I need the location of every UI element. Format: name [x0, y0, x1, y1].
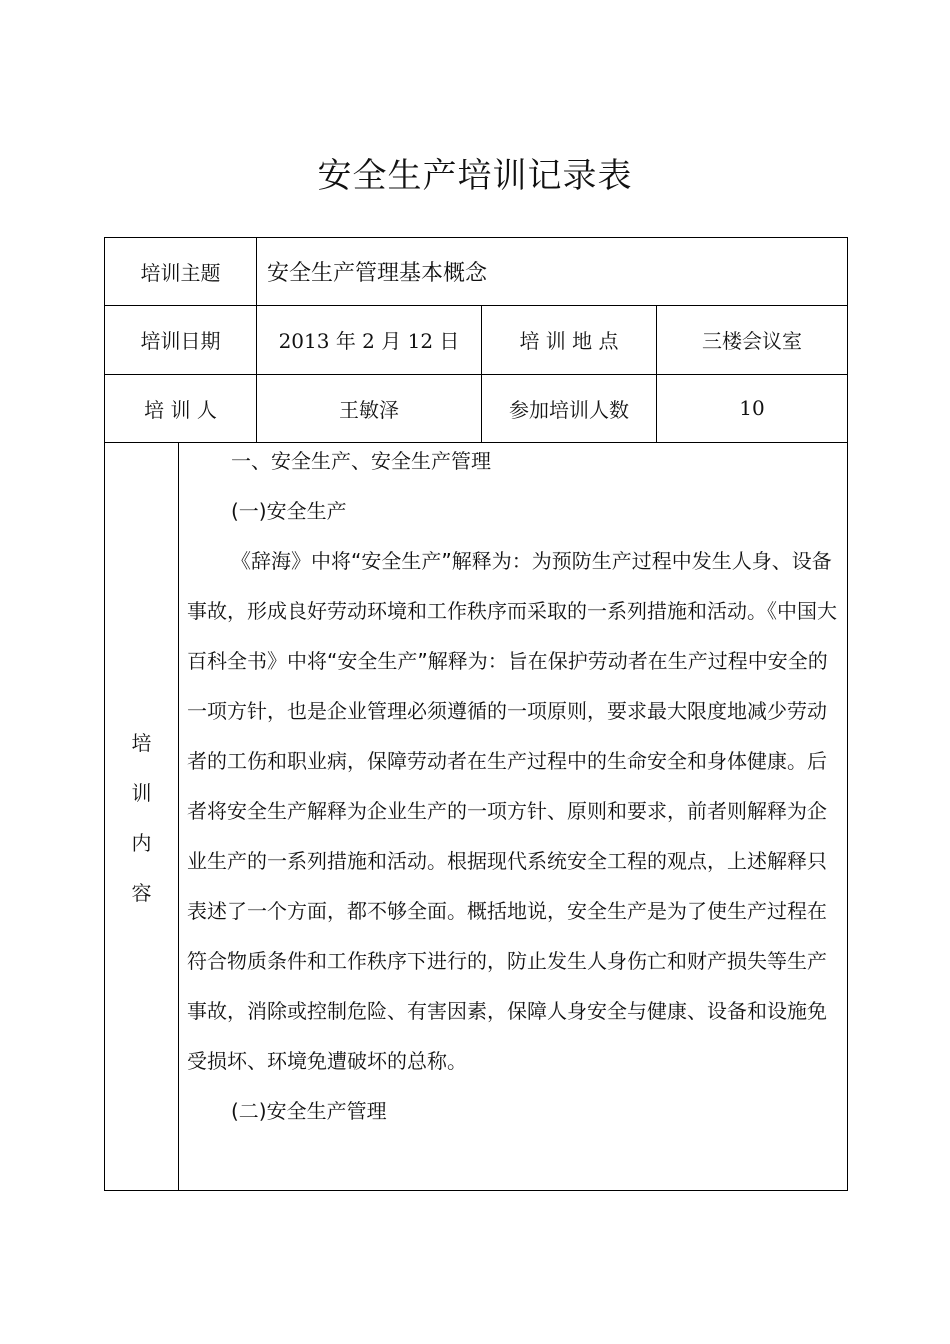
- column-divider: [178, 442, 179, 1191]
- trainer-value: 王敏泽: [339, 397, 399, 422]
- section-heading: 一、安全生产、安全生产管理: [231, 449, 491, 473]
- topic-value: 安全生产管理基本概念: [267, 261, 488, 286]
- topic-label: 培训主题: [140, 261, 221, 285]
- participants-label: 参加培训人数: [509, 397, 629, 422]
- subsection-heading: (二)安全生产管理: [231, 1099, 387, 1123]
- participants-value: 10: [739, 396, 765, 420]
- trainer-label: 培 训 人: [144, 397, 217, 422]
- content-label-char: 容: [131, 881, 152, 905]
- content-label: [105, 718, 178, 918]
- location-value: 三楼会议室: [702, 329, 802, 353]
- date-label: 培训日期: [140, 329, 221, 353]
- content-label-char: 培: [131, 731, 152, 755]
- content-paragraph: 《辞海》中将“安全生产”解释为：为预防生产过程中发生人身、设备事故，形成良好劳动环境和工作秩序而采取的一系列措施和活动。《中国大百科全书》中将“安全生产”解释为：旨在保护劳动者在生产过程中安全的一项方针，也是企业管理必须遵循的一项原则，要求最大限度地减少劳动者的工伤和职业病，保障劳动者在生产过程中的生命安全和身体健康。后者将安全生产解释为企业生产的一项方针、原则和要求，前者则解释为企业生产的一系列措施和活动。根据现代系统安全工程的观点，上述解释只表述了一个方面，都不够全面。概括地说，安全生产是为了使生产过程在符合物质条件和工作秩序下进行的，防止发生人身伤亡和财产损失等生产事故，消除或控制危险、有害因素，保障人身安全与健康、设备和设施免受损坏、环境免遭破坏的总称。: [187, 549, 837, 1073]
- training-content: [187, 438, 841, 1136]
- training-record-table: [104, 237, 848, 1191]
- location-label: 培 训 地 点: [519, 329, 619, 353]
- content-label-char: 内: [131, 831, 152, 855]
- subsection-heading: (一)安全生产: [231, 499, 347, 523]
- content-label-char: 训: [131, 781, 152, 805]
- page-title: 安全生产培训记录表: [317, 156, 633, 196]
- date-value: 2013 年 2 月 12 日: [278, 329, 460, 353]
